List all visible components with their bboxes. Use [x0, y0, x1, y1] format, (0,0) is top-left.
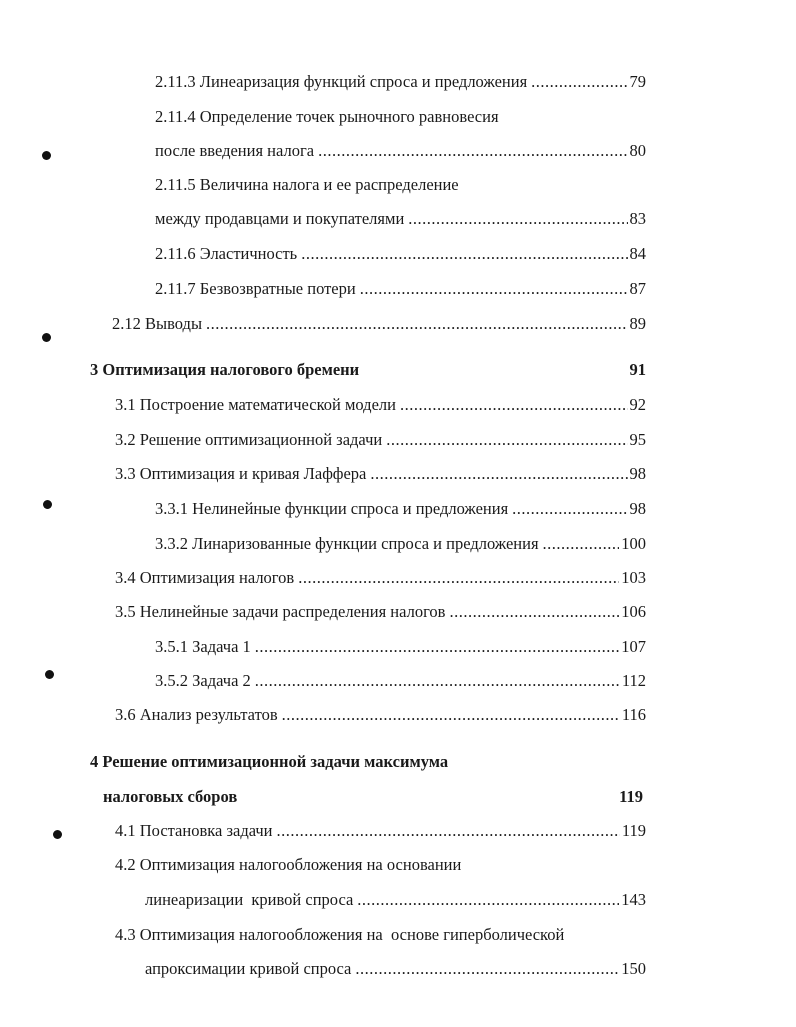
toc-entry-title: 3.2 Решение оптимизационной задачи: [115, 430, 383, 449]
dot-leader: [277, 820, 620, 842]
toc-entry: [115, 924, 646, 946]
toc-entry: [115, 567, 646, 589]
toc-entry: [155, 208, 646, 230]
toc-entry: [155, 243, 646, 265]
toc-entry-page: 100: [621, 534, 646, 553]
toc-entry-page: 103: [621, 568, 646, 587]
toc-entry-title: 4.2 Оптимизация налогообложения на основании: [115, 855, 462, 874]
dot-leader: [512, 498, 627, 520]
toc-entry-title: 2.11.3 Линеаризация функций спроса и предложения: [155, 72, 528, 91]
toc-entry-page: 112: [621, 671, 646, 690]
dot-leader: [370, 463, 627, 485]
dot-leader: [318, 140, 627, 162]
punch-hole-mark: [42, 151, 51, 160]
toc-entry: [115, 820, 646, 842]
punch-hole-mark: [42, 333, 51, 342]
toc-entry-title: 3.5 Нелинейные задачи распределения налогов: [115, 602, 446, 621]
toc-chapter-title: 3 Оптимизация налогового бремени: [90, 360, 360, 379]
toc-entry-title: 3.5.1 Задача 1: [155, 637, 251, 656]
toc-entry-title: 3.5.2 Задача 2: [155, 671, 251, 690]
toc-entry-title: 3.3.2 Линаризованные функции спроса и предложения: [155, 534, 539, 553]
toc-entry-title: 4.1 Постановка задачи: [115, 821, 273, 840]
toc-entry-title: линеаризации кривой спроса: [145, 890, 354, 909]
toc-chapter: [90, 751, 646, 773]
toc-chapter: [90, 359, 646, 381]
punch-hole-mark: [53, 830, 62, 839]
toc-entry: [155, 498, 646, 520]
dot-leader: [298, 567, 619, 589]
dot-leader: [255, 670, 620, 692]
toc-entry-page: 84: [629, 244, 646, 263]
toc-entry-page: 83: [629, 209, 646, 228]
dot-leader: [386, 429, 627, 451]
toc-entry: [115, 463, 646, 485]
toc-entry-title: 4.3 Оптимизация налогообложения на основе гиперболической: [115, 925, 565, 944]
toc-entry-title: 3.4 Оптимизация налогов: [115, 568, 295, 587]
dot-leader: [400, 394, 628, 416]
dot-leader: [531, 71, 627, 93]
toc-entry: [112, 313, 646, 335]
toc-entry: [115, 394, 646, 416]
toc-entry: [155, 174, 646, 196]
toc-chapter-title: налоговых сборов: [103, 787, 238, 806]
toc-entry-page: 119: [621, 821, 646, 840]
toc-entry-page: 116: [621, 705, 646, 724]
toc-chapter-page: 91: [629, 360, 646, 379]
toc-entry: [155, 636, 646, 658]
dot-leader: [355, 958, 619, 980]
toc-entry-page: 107: [621, 637, 646, 656]
dot-leader: [255, 636, 619, 658]
punch-hole-mark: [43, 500, 52, 509]
toc-entry: [155, 106, 646, 128]
dot-leader: [360, 278, 628, 300]
toc-entry-title: 2.11.5 Величина налога и ее распределение: [155, 175, 459, 194]
toc-entry-title: после введения налога: [155, 141, 315, 160]
toc-entry: [115, 601, 646, 623]
dot-leader: [282, 704, 620, 726]
toc-entry: [155, 670, 646, 692]
toc-entry: [155, 140, 646, 162]
dot-leader: [301, 243, 627, 265]
toc-entry: [155, 533, 646, 555]
toc-entry-title: 3.3.1 Нелинейные функции спроса и предложения: [155, 499, 509, 518]
punch-hole-mark: [45, 670, 54, 679]
toc-entry-title: 2.11.7 Безвозвратные потери: [155, 279, 356, 298]
toc-entry-title: 3.3 Оптимизация и кривая Лаффера: [115, 464, 367, 483]
toc-entry-title: между продавцами и покупателями: [155, 209, 405, 228]
toc-entry-title: 3.6 Анализ результатов: [115, 705, 278, 724]
toc-chapter-title: 4 Решение оптимизационной задачи максимума: [90, 752, 449, 771]
dot-leader: [449, 601, 619, 623]
toc-entry-page: 89: [629, 314, 646, 333]
toc-entry-title: 3.1 Построение математической модели: [115, 395, 396, 414]
toc-chapter-page: 119: [619, 787, 643, 806]
toc-entry-page: 143: [621, 890, 646, 909]
toc-chapter: [103, 786, 643, 808]
toc-entry-title: апроксимации кривой спроса: [145, 959, 352, 978]
toc-entry: [155, 71, 646, 93]
toc-entry: [155, 278, 646, 300]
toc-entry-title: 2.12 Выводы: [112, 314, 203, 333]
toc-entry: [115, 704, 646, 726]
dot-leader: [206, 313, 627, 335]
toc-entry-title: 2.11.6 Эластичность: [155, 244, 298, 263]
toc-entry-page: 87: [629, 279, 646, 298]
dot-leader: [543, 533, 620, 555]
toc-entry-page: 98: [629, 499, 646, 518]
toc-entry-page: 79: [629, 72, 646, 91]
toc-entry: [115, 429, 646, 451]
toc-entry-page: 150: [621, 959, 646, 978]
dot-leader: [408, 208, 627, 230]
toc-entry-page: 80: [629, 141, 646, 160]
dot-leader: [357, 889, 619, 911]
toc-entry-page: 92: [629, 395, 646, 414]
toc-entry: [115, 854, 646, 876]
toc-entry-page: 106: [621, 602, 646, 621]
toc-entry-page: 95: [629, 430, 646, 449]
toc-entry-page: 98: [629, 464, 646, 483]
toc-entry: [145, 958, 646, 980]
toc-entry: [145, 889, 646, 911]
toc-entry-title: 2.11.4 Определение точек рыночного равновесия: [155, 107, 499, 126]
